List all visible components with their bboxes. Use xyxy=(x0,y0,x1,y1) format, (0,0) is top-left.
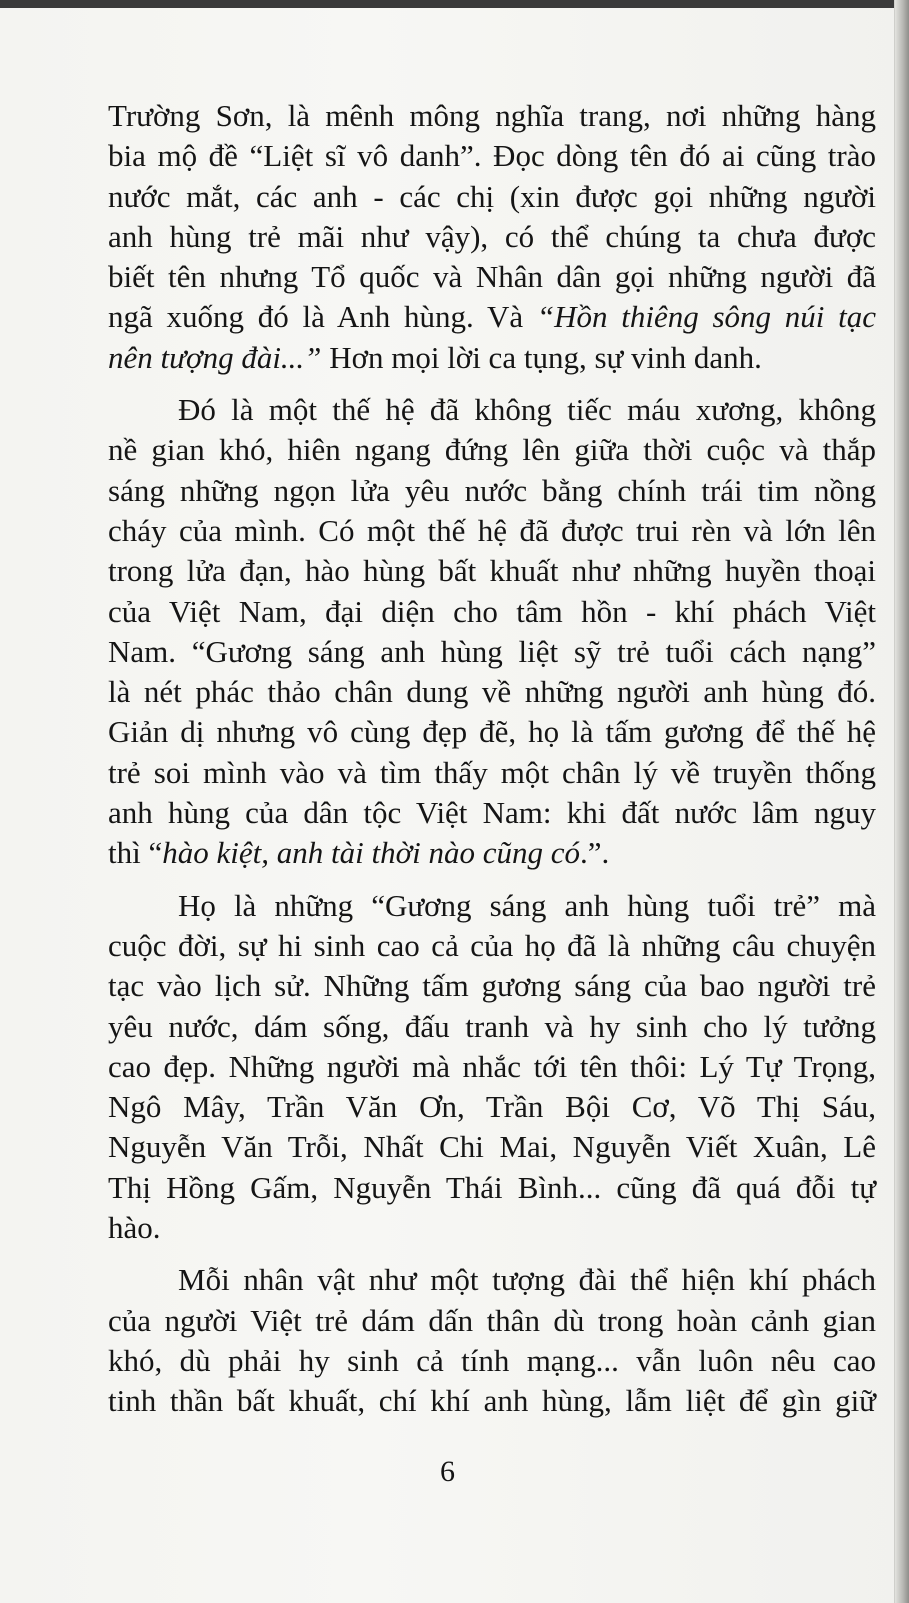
text-line xyxy=(108,592,876,632)
text-line xyxy=(108,1301,876,1341)
text-run: của Việt Nam, đại diện cho tâm hồn - khí phách Việt xyxy=(108,593,876,629)
text-run: Giản dị nhưng vô cùng đẹp đẽ, họ là tấm gương để thế hệ xyxy=(108,714,876,750)
text-run: biết tên nhưng Tổ quốc và Nhân dân gọi những người đã xyxy=(108,259,876,295)
page-right-edge xyxy=(895,0,909,1603)
text-line xyxy=(108,390,876,430)
text-line xyxy=(108,551,876,591)
text-run: sáng những ngọn lửa yêu nước bằng chính trái tim nồng xyxy=(108,472,876,508)
text-run: khó, dù phải hy sinh cả tính mạng... vẫn luôn nêu cao xyxy=(108,1342,876,1378)
text-line xyxy=(108,1047,876,1087)
text-line xyxy=(108,136,876,176)
text-line xyxy=(108,1168,876,1208)
body-text xyxy=(108,96,876,1422)
text-run: anh hùng trẻ mãi như vậy), có thể chúng ta chưa được xyxy=(108,218,876,254)
text-line xyxy=(108,886,876,926)
text-run: trong lửa đạn, hào hùng bất khuất như những huyền thoại xyxy=(108,553,876,589)
text-run: ngã xuống đó là Anh hùng. Và xyxy=(108,299,537,335)
text-run: Mỗi nhân vật như một tượng đài thể hiện khí phách xyxy=(178,1262,876,1298)
text-line xyxy=(108,753,876,793)
text-line xyxy=(108,471,876,511)
text-line xyxy=(108,1341,876,1381)
text-run: tinh thần bất khuất, chí khí anh hùng, lẫm liệt để gìn giữ xyxy=(108,1383,876,1419)
text-line xyxy=(108,511,876,551)
text-line xyxy=(108,926,876,966)
text-line xyxy=(108,338,876,378)
text-line xyxy=(108,430,876,470)
text-line xyxy=(108,1260,876,1300)
text-run: anh hùng của dân tộc Việt Nam: khi đất nước lâm nguy xyxy=(108,795,876,831)
text-run: nước mắt, các anh - các chị (xin được gọi những người xyxy=(108,178,876,214)
text-run: .”. xyxy=(580,835,610,871)
text-line xyxy=(108,966,876,1006)
text-run: Họ là những “Gương sáng anh hùng tuổi trẻ” mà xyxy=(178,887,876,923)
text-line xyxy=(108,1007,876,1047)
text-run: cao đẹp. Những người mà nhắc tới tên thôi: Lý Tự Trọng, xyxy=(108,1048,876,1084)
text-line xyxy=(108,217,876,257)
text-run: Trường Sơn, là mênh mông nghĩa trang, nơi những hàng xyxy=(108,98,876,133)
text-run: Thị Hồng Gấm, Nguyễn Thái Bình... cũng đã quá đỗi tự xyxy=(108,1169,876,1205)
text-run: Hơn mọi lời ca tụng, sự vinh danh. xyxy=(321,339,762,375)
text-run: cuộc đời, sự hi sinh cao cả của họ đã là những câu chuyện xyxy=(108,927,876,963)
text-line xyxy=(108,833,876,873)
text-line xyxy=(108,96,876,136)
text-run: hào. xyxy=(108,1210,161,1246)
text-run: là nét phác thảo chân dung về những người anh hùng đó. xyxy=(108,674,876,710)
text-run: tạc vào lịch sử. Những tấm gương sáng của bao người trẻ xyxy=(108,968,876,1004)
italic-text: nên tượng đài...” xyxy=(108,339,322,375)
page-number: 6 xyxy=(440,1455,455,1488)
text-run: của người Việt trẻ dám dấn thân dù trong hoàn cảnh gian xyxy=(108,1302,876,1338)
text-run: nề gian khó, hiên ngang đứng lên giữa thời cuộc và thắp xyxy=(108,432,876,468)
text-line xyxy=(108,1087,876,1127)
text-line xyxy=(108,1127,876,1167)
text-line xyxy=(108,1208,876,1248)
text-line xyxy=(108,672,876,712)
text-line xyxy=(108,1381,876,1421)
text-run: cháy của mình. Có một thế hệ đã được trui rèn và lớn lên xyxy=(108,512,876,548)
text-line xyxy=(108,632,876,672)
page-top-edge xyxy=(0,0,909,8)
text-run: yêu nước, dám sống, đấu tranh và hy sinh cho lý tưởng xyxy=(108,1008,876,1044)
text-run: Nguyễn Văn Trỗi, Nhất Chi Mai, Nguyễn Viết Xuân, Lê xyxy=(108,1129,876,1165)
text-line xyxy=(108,257,876,297)
text-run: Nam. “Gương sáng anh hùng liệt sỹ trẻ tuổi cách nạng” xyxy=(108,633,876,669)
text-run: Đó là một thế hệ đã không tiếc máu xương, không xyxy=(178,392,876,428)
text-run: Ngô Mây, Trần Văn Ơn, Trần Bội Cơ, Võ Thị Sáu, xyxy=(108,1089,876,1125)
text-run: bia mộ đề “Liệt sĩ vô danh”. Đọc dòng tên đó ai cũng trào xyxy=(108,138,876,174)
text-line xyxy=(108,712,876,752)
text-run: trẻ soi mình vào và tìm thấy một chân lý về truyền thống xyxy=(108,754,876,790)
italic-text: “Hồn thiêng sông núi tạc xyxy=(536,299,876,335)
text-line xyxy=(108,177,876,217)
text-run: thì “ xyxy=(108,835,163,871)
text-line xyxy=(108,297,876,337)
italic-text: hào kiệt, anh tài thời nào cũng có xyxy=(162,835,581,871)
text-line xyxy=(108,793,876,833)
